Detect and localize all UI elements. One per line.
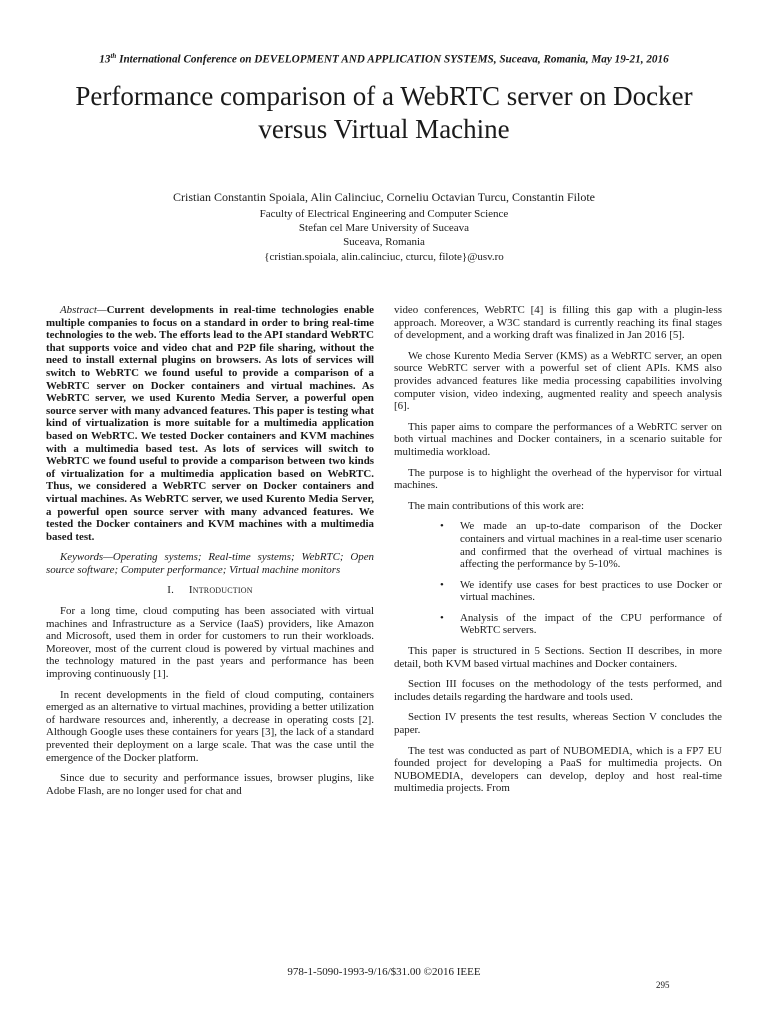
section-heading-introduction xyxy=(46,584,374,597)
section-number: I. xyxy=(167,584,175,597)
body-paragraph: In recent developments in the field of cloud computing, containers emerged as an alternative to virtual machines, providing a better utilization of hardware resources and, inherently, a decrease in operating costs [2]. Although Google uses these containers for years [3], the lack of a standard prevented their deployment on a large scale. That was the case until the emergence of the Docker platform. xyxy=(46,688,374,764)
list-item-text: Analysis of the impact of the CPU performance of WebRTC servers. xyxy=(460,611,722,637)
body-paragraph: Section III focuses on the methodology of the tests performed, and includes details regarding the hardware and tools used. xyxy=(394,678,722,703)
section-title: Introduction xyxy=(188,584,253,597)
list-item xyxy=(394,612,722,637)
list-item xyxy=(394,579,722,604)
body-paragraph: The main contributions of this work are: xyxy=(408,499,585,512)
body-paragraph: Since due to security and performance issues, browser plugins, like Adobe Flash, are no longer used for chat and xyxy=(46,772,374,797)
affiliation-emails: {cristian.spoiala, alin.calinciuc, cturcu, filote}@usv.ro xyxy=(264,250,504,263)
body-paragraph: This paper is structured in 5 Sections. Section II describes, in more detail, both KVM based virtual machines and Docker containers. xyxy=(394,645,722,670)
copyright-footer: 978-1-5090-1993-9/16/$31.00 ©2016 IEEE xyxy=(287,966,481,978)
abstract xyxy=(46,304,374,543)
list-item-text: We identify use cases for best practices to use Docker or virtual machines. xyxy=(460,578,722,604)
paper-title: Performance comparison of a WebRTC server on Docker versus Virtual Machine xyxy=(75,81,693,144)
body-paragraph: video conferences, WebRTC [4] is filling this gap with a plugin-less approach. Moreover, a W3C standard is currently reaching its final stages of development, and a working draft was finalized in Jan 2016 [5]. xyxy=(394,304,722,342)
right-column xyxy=(394,304,722,803)
affiliation-block xyxy=(0,207,768,264)
body-paragraph: The purpose is to highlight the overhead of the hypervisor for virtual machines. xyxy=(394,466,722,492)
conf-number: 13 xyxy=(99,53,111,66)
abstract-lead: Abstract xyxy=(60,304,97,316)
left-column xyxy=(46,304,374,805)
conf-details: International Conference on DEVELOPMENT AND APPLICATION SYSTEMS, Suceava, Romania, May 19-21, 2016 xyxy=(116,53,669,66)
list-item-text: We made an up-to-date comparison of the Docker containers and virtual machines in a real-time user scenario and confirmed that the overhead of virtual machines is affecting the performance by 5-10%. xyxy=(460,520,722,571)
affiliation-university: Stefan cel Mare University of Suceava xyxy=(298,222,470,235)
abstract-dash: — xyxy=(96,304,107,316)
conference-header xyxy=(0,52,768,66)
abstract-body: Current developments in real-time technologies enable multiple companies to focus on a standard in order to bring real-time technologies to the web. The efforts lead to the API standard WebRTC that supports voice and video chat and P2P file sharing, without the need to install external plugins on browsers. As lots of services will switch to WebRTC we found useful to provide a comparison of a WebRTC server on Docker containers and virtual machines. As WebRTC server, we used Kurento Media Server, a powerful open source server with many advanced features. This paper is testing what kind of virtualization is more suitable for a multimedia application based on WebRTC. We tested Docker containers and KVM machines with a multimedia based test. As lots of services will switch to WebRTC we found useful to provide a comparison between two kinds of virtualization for a multimedia application based on WebRTC. Thus, we considered a WebRTC server on Docker containers and virtual machines. As WebRTC server, we used Kurento Media Server, a powerful open source server with many advanced features. We tested the Docker containers and KVM machines with a multimedia based test. xyxy=(46,304,374,543)
page-number: 295 xyxy=(656,980,670,990)
contributions-list xyxy=(394,520,722,637)
bullet-icon: • xyxy=(440,520,444,533)
body-paragraph: For a long time, cloud computing has been associated with virtual machines and Infrastructure as a Service (IaaS) providers, like Amazon and Microsoft, used them in order for customers to run their workloads. Moreover, most of the current cloud is powered by virtual machines and the technology matured in the past years and performance has been improving continuously [1]. xyxy=(46,605,374,681)
bullet-icon: • xyxy=(440,611,444,624)
body-paragraph: We chose Kurento Media Server (KMS) as a WebRTC server, an open source WebRTC server with a powerful set of client APIs. KMS also provides advanced features like media processing capabilities involving computer vision, video indexing, augmented reality and speech analysis [6]. xyxy=(394,349,722,413)
bullet-icon: • xyxy=(440,578,444,591)
conf-ordinal-suffix: th xyxy=(110,52,117,60)
affiliation-faculty: Faculty of Electrical Engineering and Computer Science xyxy=(259,208,509,220)
author-list: Cristian Constantin Spoiala, Alin Calinciuc, Corneliu Octavian Turcu, Constantin Filote xyxy=(173,190,595,204)
body-paragraph: This paper aims to compare the performances of a WebRTC server on both virtual machines and Docker containers, in a scenario suitable for multimedia workload. xyxy=(394,420,722,458)
affiliation-location: Suceava, Romania xyxy=(343,236,425,249)
body-paragraph: Section IV presents the test results, whereas Section V concludes the paper. xyxy=(394,711,722,737)
body-paragraph: The test was conducted as part of NUBOMEDIA, which is a FP7 EU founded project for developing a PaaS for multimedia projects. On NUBOMEDIA, developers can develop, deploy and host real-time multimedia projects. From xyxy=(394,744,722,795)
keywords: Keywords—Operating systems; Real-time systems; WebRTC; Open source software; Computer performance; Virtual machine monitors xyxy=(46,551,374,576)
list-item xyxy=(394,520,722,570)
